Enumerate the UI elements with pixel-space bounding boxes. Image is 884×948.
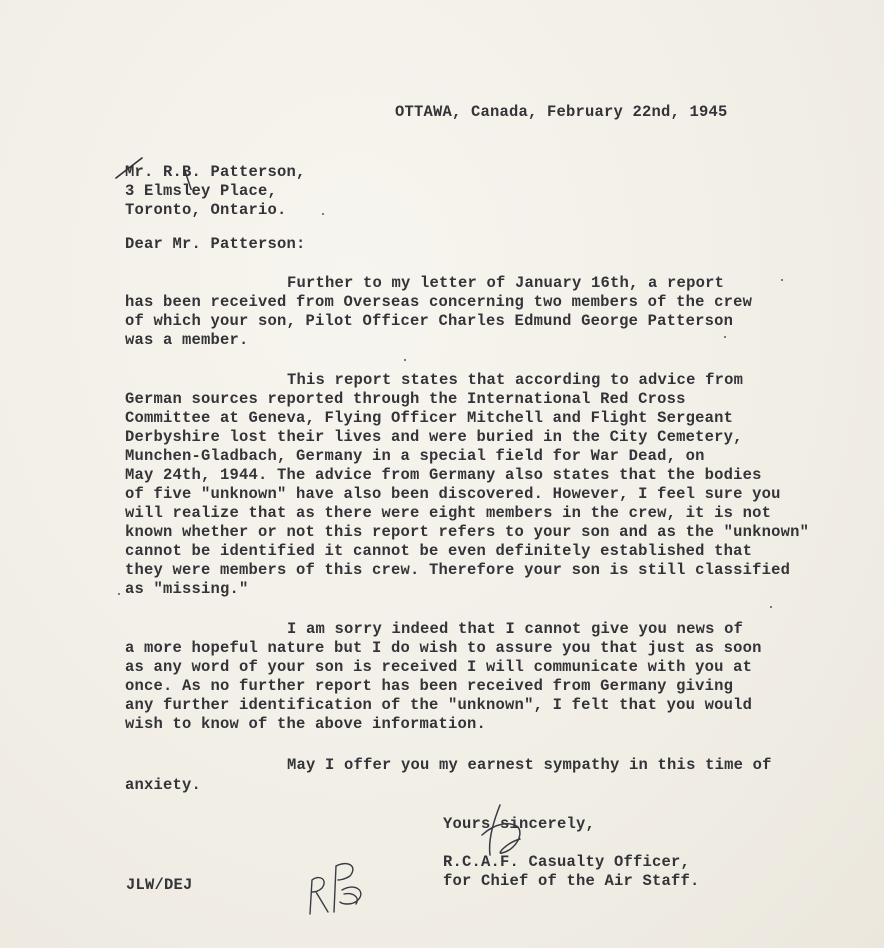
paragraph2-line: cannot be identified it cannot be even definitely established that: [125, 542, 753, 560]
closing: Yours sincerely,: [443, 815, 596, 833]
dateline: OTTAWA, Canada, February 22nd, 1945: [395, 103, 728, 121]
handwritten-signature: [460, 795, 540, 875]
pen-correction-mark: [112, 150, 212, 190]
salutation: Dear Mr. Patterson:: [125, 235, 306, 253]
paragraph3-line: a more hopeful nature but I do wish to assure you that just as soon: [125, 639, 762, 657]
paragraph3-line: I am sorry indeed that I cannot give you news of: [287, 620, 744, 638]
paragraph2-line: they were members of this crew. Therefore your son is still classified: [125, 561, 791, 579]
paper-speck: [322, 213, 324, 215]
paragraph2-line: Committee at Geneva, Flying Officer Mitchell and Flight Sergeant: [125, 409, 734, 427]
paragraph2-line: will realize that as there were eight members in the crew, it is not: [125, 504, 772, 522]
paragraph1-line: was a member.: [125, 331, 249, 349]
paragraph2-line: This report states that according to advice from: [287, 371, 744, 389]
paragraph2-line: Derbyshire lost their lives and were buried in the City Cemetery,: [125, 428, 743, 446]
paragraph2-line: May 24th, 1944. The advice from Germany also states that the bodies: [125, 466, 762, 484]
paper-speck: [770, 606, 772, 608]
paper-speck: [724, 336, 726, 338]
paragraph2-line: known whether or not this report refers to your son and as the "unknown": [125, 523, 810, 541]
handwritten-initials: [298, 852, 378, 922]
paper-speck: [118, 593, 120, 595]
paragraph4-line: May I offer you my earnest sympathy in this time of: [287, 756, 772, 774]
paragraph3-line: wish to know of the above information.: [125, 715, 487, 733]
signature-title: R.C.A.F. Casualty Officer,: [443, 853, 691, 871]
paragraph2-line: Munchen-Gladbach, Germany in a special field for War Dead, on: [125, 447, 705, 465]
signature-subtitle: for Chief of the Air Staff.: [443, 872, 700, 890]
paragraph3-line: as any word of your son is received I will communicate with you at: [125, 658, 753, 676]
paragraph2-line: as "missing.": [125, 580, 249, 598]
paragraph2-line: of five "unknown" have also been discovered. However, I feel sure you: [125, 485, 781, 503]
paragraph1-line: of which your son, Pilot Officer Charles Edmund George Patterson: [125, 312, 734, 330]
paper-speck: [781, 279, 783, 281]
paper-speck: [404, 359, 406, 361]
paragraph3-line: once. As no further report has been received from Germany giving: [125, 677, 734, 695]
paragraph3-line: any further identification of the "unknown", I felt that you would: [125, 696, 753, 714]
paragraph4-line: anxiety.: [125, 776, 202, 794]
address-line-3: Toronto, Ontario.: [125, 201, 287, 219]
reference-initials: JLW/DEJ: [126, 876, 193, 894]
address-line-2: 3 Elmsley Place,: [125, 182, 278, 200]
address-line-1: Mr. R.B. Patterson,: [125, 163, 306, 181]
paragraph2-line: German sources reported through the International Red Cross: [125, 390, 686, 408]
paragraph1-line: Further to my letter of January 16th, a report: [287, 274, 725, 292]
paragraph1-line: has been received from Overseas concerning two members of the crew: [125, 293, 753, 311]
